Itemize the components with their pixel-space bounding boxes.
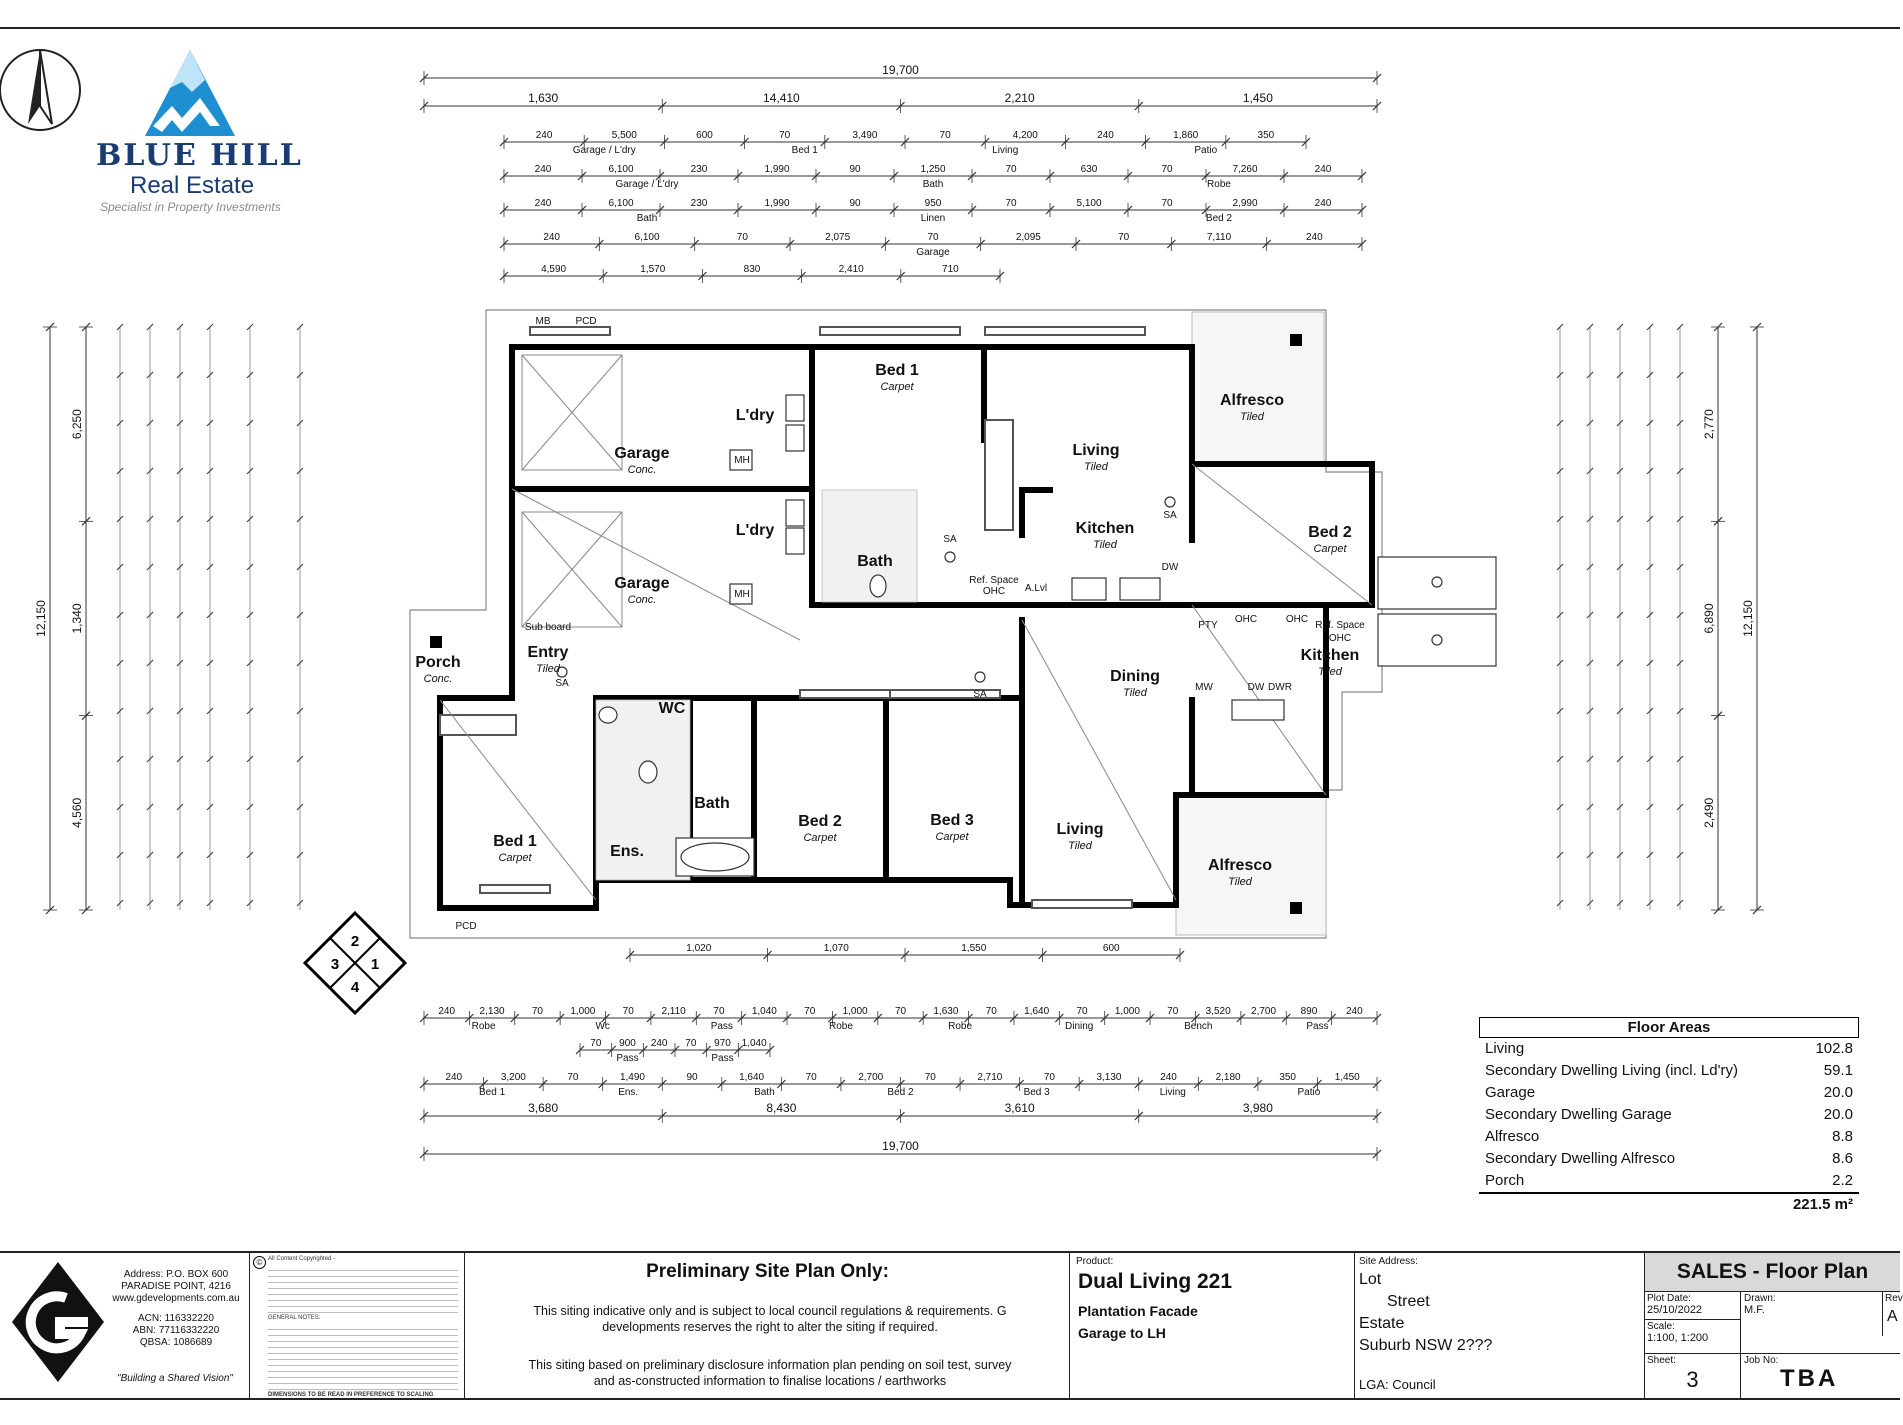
- dimension-label: 12,150: [34, 600, 48, 637]
- dimension-label: 5,100: [1076, 198, 1102, 209]
- prelim-note-1: This siting indicative only and is subject to local council regulations & requirements. G developments reserves the right to alter the siting if required.: [533, 1304, 1007, 1334]
- dimension-label: 4,590: [541, 264, 567, 275]
- copyright-heading: All Content Copyrighted -: [268, 1256, 336, 1262]
- dimension-room-label: Linen: [920, 213, 946, 224]
- fixture-label: PTY: [1198, 620, 1218, 631]
- dimension-label: 5,500: [611, 130, 637, 141]
- dimension-label: 1,070: [823, 943, 849, 954]
- revision: A: [1887, 1308, 1898, 1325]
- dimension-label: 900: [619, 1038, 636, 1049]
- floor-area-label: Secondary Dwelling Living (incl. Ld'ry): [1485, 1062, 1738, 1079]
- dimension-room-label: Bed 2: [887, 1087, 914, 1098]
- brand-subtitle: Real Estate: [130, 172, 255, 199]
- room-finish: Tiled: [1068, 840, 1092, 852]
- floor-area-value: 2.2: [1832, 1172, 1853, 1189]
- rev-label: Rev: [1885, 1293, 1903, 1304]
- dimension-label: 240: [1160, 1072, 1177, 1083]
- dimension-label: 2,075: [825, 232, 851, 243]
- floor-area-row: [1479, 1104, 1859, 1126]
- dimension-label: 1,640: [739, 1072, 765, 1083]
- room-name: Bed 2: [1308, 524, 1352, 541]
- floor-area-row: [1479, 1126, 1859, 1148]
- plot-date-label: Plot Date:: [1647, 1293, 1691, 1304]
- floor-area-label: Garage: [1485, 1084, 1536, 1101]
- copyright-cell: [250, 1253, 465, 1398]
- dimension-room-label: Bath: [754, 1087, 775, 1098]
- fixture-label: MW: [1195, 682, 1213, 693]
- dimension-room-label: Bed 2: [1205, 213, 1233, 224]
- dimension-label: 1,570: [640, 264, 666, 275]
- fixture-label: OHC: [982, 586, 1006, 597]
- dimension-label: 1,630: [933, 1006, 959, 1017]
- dimension-label: 240: [438, 1006, 456, 1017]
- site-address-label: Site Address:: [1359, 1256, 1418, 1267]
- dimension-label: 6,100: [608, 164, 634, 175]
- dimension-label: 7,110: [1206, 232, 1232, 243]
- plot-date: 25/10/2022: [1647, 1304, 1703, 1316]
- dimension-room-label: Robe: [1207, 179, 1231, 190]
- dimension-label: 70: [927, 232, 939, 243]
- dimension-label: 70: [1005, 198, 1017, 209]
- dimension-label: 70: [1005, 164, 1017, 175]
- dimension-label: 1,990: [764, 198, 790, 209]
- dimension-label: 230: [690, 198, 708, 209]
- sheet-label: Sheet:: [1647, 1355, 1676, 1366]
- copyright-icon: ©: [253, 1256, 266, 1269]
- fixture-label: SA: [943, 534, 957, 545]
- dimension-label: 600: [696, 130, 713, 141]
- room-finish: Tiled: [1318, 666, 1342, 678]
- dimension-label: 1,040: [741, 1038, 767, 1049]
- floor-area-row: [1479, 1082, 1859, 1104]
- compass-label: 2: [350, 933, 360, 950]
- dimension-label: 1,000: [842, 1006, 868, 1017]
- dimension-label: 19,700: [882, 63, 919, 77]
- product-facade: Plantation Facade: [1078, 1303, 1198, 1319]
- dimension-label: 6,250: [70, 409, 84, 440]
- dimension-label: 70: [590, 1038, 602, 1049]
- dimension-room-label: Wc: [595, 1021, 610, 1032]
- fixture-label: DW: [1161, 562, 1179, 573]
- dimension-room-label: Bath: [922, 179, 944, 190]
- floor-areas-table: [1479, 1017, 1859, 1215]
- dimension-label: 3,490: [852, 130, 878, 141]
- product-label: Product:: [1076, 1256, 1114, 1267]
- room-name: Bath: [694, 795, 730, 812]
- floor-area-value: 20.0: [1823, 1084, 1853, 1101]
- room-finish: Carpet: [880, 381, 914, 393]
- room-name: Living: [1072, 442, 1120, 459]
- dimension-room-label: Dining: [1065, 1021, 1094, 1032]
- room-finish: Tiled: [1228, 876, 1252, 888]
- room-finish: Carpet: [803, 832, 837, 844]
- site-address-lines: Lot Street Estate Suburb NSW 2???: [1359, 1271, 1493, 1354]
- dimension-label: 70: [779, 130, 791, 141]
- company-address: Address: P.O. BOX 600 PARADISE POINT, 4216 www.gdevelopments.com.au ACN: 116332220 ABN: 77116332220 QBSA: 1086689: [112, 1269, 240, 1348]
- dimension-label: 240: [1314, 198, 1332, 209]
- company-motto: "Building a Shared Vision": [117, 1373, 233, 1384]
- room-name: Porch: [415, 654, 461, 671]
- fixture-label: OHC: [1285, 614, 1309, 625]
- dimension-label: 2,130: [479, 1006, 505, 1017]
- dimension-label: 19,700: [882, 1139, 919, 1153]
- dimension-label: 6,100: [634, 232, 660, 243]
- dimension-label: 350: [1279, 1072, 1296, 1083]
- general-notes-fine-print: [268, 1324, 458, 1390]
- dimension-label: 1,630: [528, 91, 559, 105]
- job-number: TBA: [1780, 1365, 1839, 1392]
- room-name: Entry: [527, 644, 569, 661]
- floor-areas-title: Floor Areas: [1479, 1017, 1859, 1038]
- dimension-label: 12,150: [1741, 600, 1755, 637]
- dimension-label: 240: [535, 130, 553, 141]
- room-name: Garage: [614, 445, 670, 462]
- dimension-label: 1,550: [961, 943, 987, 954]
- room-finish: Tiled: [536, 663, 560, 675]
- drawn-by: M.F.: [1744, 1304, 1765, 1316]
- dimension-label: 70: [1167, 1006, 1179, 1017]
- fixture-label: OHC: [1328, 633, 1352, 644]
- product-name: Dual Living 221: [1078, 1270, 1233, 1293]
- dimension-label: 70: [939, 130, 951, 141]
- dimension-label: 70: [685, 1038, 697, 1049]
- dimension-label: 240: [534, 198, 552, 209]
- dimension-room-label: Ens.: [618, 1087, 639, 1098]
- floor-area-label: Secondary Dwelling Garage: [1485, 1106, 1672, 1123]
- dimension-label: 90: [686, 1072, 698, 1083]
- scale: 1:100, 1:200: [1647, 1332, 1709, 1344]
- lga: LGA: Council: [1359, 1377, 1436, 1392]
- dimension-label: 970: [714, 1038, 731, 1049]
- dimension-label: 1,340: [70, 603, 84, 634]
- dimension-label: 1,640: [1024, 1006, 1050, 1017]
- dimension-label: 1,000: [570, 1006, 596, 1017]
- dimension-label: 2,490: [1702, 797, 1716, 828]
- compass-label: 4: [350, 979, 360, 996]
- dimension-label: 1,450: [1334, 1072, 1360, 1083]
- sheet-title: SALES - Floor Plan: [1645, 1253, 1900, 1292]
- dimension-label: 2,990: [1232, 198, 1258, 209]
- floor-area-value: 102.8: [1815, 1040, 1853, 1057]
- fixture-label: PCD: [455, 921, 477, 932]
- company-cell: [0, 1253, 250, 1398]
- dimension-label: 2,180: [1215, 1072, 1241, 1083]
- dimension-room-label: Robe: [471, 1021, 496, 1032]
- floor-area-label: Secondary Dwelling Alfresco: [1485, 1150, 1676, 1167]
- dimension-label: 14,410: [763, 91, 800, 105]
- floor-areas-total: 221.5 m²: [1479, 1192, 1859, 1215]
- dimension-label: 3,980: [1242, 1101, 1273, 1115]
- dimension-label: 1,250: [920, 164, 946, 175]
- dimension-label: 4,560: [70, 797, 84, 828]
- compass-label: 3: [330, 956, 340, 973]
- dimension-label: 6,100: [608, 198, 634, 209]
- dimension-room-label: Bed 1: [479, 1087, 506, 1098]
- general-notes-heading: GENERAL NOTES:: [268, 1315, 321, 1321]
- dimension-label: 1,450: [1242, 91, 1273, 105]
- dimension-label: 3,680: [528, 1101, 559, 1115]
- dimension-label: 240: [543, 232, 561, 243]
- product-cell: [1070, 1253, 1355, 1398]
- dimension-room-label: Robe: [948, 1021, 973, 1032]
- g-developments-logo-icon: [8, 1258, 108, 1388]
- prelim-cell: [465, 1253, 1070, 1398]
- dimension-label: 240: [1314, 164, 1332, 175]
- dimension-room-label: Robe: [828, 1021, 853, 1032]
- dimension-room-label: Pass: [616, 1053, 639, 1064]
- dimension-room-label: Garage / L'dry: [572, 145, 636, 156]
- brand-title: BLUE HILL: [96, 138, 303, 173]
- dimension-label: 2,700: [1251, 1006, 1277, 1017]
- fixture-label: OHC: [1234, 614, 1258, 625]
- floor-area-label: Alfresco: [1485, 1128, 1540, 1145]
- floor-area-value: 20.0: [1823, 1106, 1853, 1123]
- room-name: Bed 2: [798, 813, 842, 830]
- fixture-label: SA: [555, 678, 569, 689]
- dimension-label: 2,770: [1702, 409, 1716, 440]
- room-name: L'dry: [735, 522, 775, 539]
- site-address-cell: [1355, 1253, 1645, 1398]
- dimension-label: 70: [736, 232, 748, 243]
- fixture-label: SA: [973, 689, 987, 700]
- room-name: Alfresco: [1207, 857, 1273, 874]
- fixture-label: Ref. Space: [969, 575, 1019, 586]
- dimension-label: 2,210: [1004, 91, 1035, 105]
- dimension-room-label: Pass: [710, 1021, 733, 1032]
- fixture-label: SA: [1163, 510, 1177, 521]
- dimension-label: 70: [805, 1072, 817, 1083]
- dimension-label: 90: [849, 198, 861, 209]
- dimension-label: 70: [1118, 232, 1130, 243]
- room-name: Ens.: [610, 843, 644, 860]
- dimension-label: 1,860: [1173, 130, 1199, 141]
- floor-area-value: 8.8: [1832, 1128, 1853, 1145]
- dimension-label: 70: [804, 1006, 816, 1017]
- dimension-room-label: Living: [992, 145, 1019, 156]
- product-garage: Garage to LH: [1078, 1325, 1166, 1341]
- floor-area-row: [1479, 1148, 1859, 1170]
- dimension-label: 1,490: [619, 1072, 645, 1083]
- dimension-label: 70: [531, 1006, 544, 1017]
- dimension-room-label: Bench: [1184, 1021, 1213, 1032]
- dimension-label: 3,200: [500, 1072, 526, 1083]
- compass-label: 1: [370, 956, 380, 973]
- dimension-label: 8,430: [766, 1101, 797, 1115]
- room-finish: Conc.: [627, 594, 657, 606]
- floor-area-row: [1479, 1170, 1859, 1192]
- dimension-label: 830: [743, 264, 761, 275]
- dimension-label: 70: [1076, 1006, 1088, 1017]
- dimension-label: 3,520: [1205, 1006, 1231, 1017]
- dimension-label: 70: [894, 1006, 907, 1017]
- fixture-label: A.Lvl: [1024, 583, 1048, 594]
- room-finish: Carpet: [1313, 543, 1347, 555]
- dimension-label: 2,710: [977, 1072, 1003, 1083]
- dimension-label: 70: [622, 1006, 634, 1017]
- dimension-room-label: Patio: [1297, 1087, 1321, 1098]
- room-name: Garage: [614, 575, 670, 592]
- drawn-label: Drawn:: [1744, 1293, 1776, 1304]
- fixture-label: MH: [734, 589, 750, 600]
- dimension-label: 1,990: [764, 164, 790, 175]
- dimension-label: 70: [1043, 1072, 1055, 1083]
- room-name: Bath: [857, 553, 893, 570]
- dimension-room-label: Pass: [1306, 1021, 1329, 1032]
- dimension-label: 950: [924, 198, 942, 209]
- dimension-label: 2,110: [661, 1006, 686, 1017]
- dimension-label: 7,260: [1232, 164, 1258, 175]
- room-finish: Carpet: [498, 852, 532, 864]
- room-name: Alfresco: [1219, 392, 1285, 409]
- dimension-label: 3,130: [1096, 1072, 1122, 1083]
- floor-area-row: [1479, 1060, 1859, 1082]
- dimension-label: 2,410: [838, 264, 864, 275]
- dimension-label: 70: [924, 1072, 936, 1083]
- room-name: Kitchen: [1300, 647, 1360, 664]
- room-name: Bed 3: [930, 812, 974, 829]
- dimension-label: 70: [713, 1006, 725, 1017]
- dimension-label: 70: [567, 1072, 579, 1083]
- title-block: [0, 1251, 1903, 1400]
- orientation-diamond: [305, 913, 405, 1013]
- dimension-room-label: Bed 3: [1023, 1087, 1050, 1098]
- room-name: Bed 1: [493, 833, 537, 850]
- dimension-room-label: Bed 1: [791, 145, 818, 156]
- dimension-label: 240: [650, 1038, 668, 1049]
- floor-area-row: [1479, 1038, 1859, 1060]
- job-label: Job No:: [1744, 1355, 1779, 1366]
- dimension-label: 890: [1300, 1006, 1318, 1017]
- dimension-label: 350: [1257, 130, 1275, 141]
- room-finish: Tiled: [1084, 461, 1108, 473]
- dimension-room-label: Garage: [916, 247, 950, 258]
- room-name: WC: [658, 700, 686, 717]
- dimension-label: 240: [1305, 232, 1323, 243]
- room-finish: Carpet: [935, 831, 969, 843]
- scaling-note: DIMENSIONS TO BE READ IN PREFERENCE TO SCALING: [268, 1392, 434, 1398]
- dimension-label: 230: [690, 164, 708, 175]
- room-name: L'dry: [735, 407, 775, 424]
- dimension-room-label: Living: [1159, 1087, 1186, 1098]
- dimension-label: 1,020: [686, 943, 712, 954]
- room-finish: Conc.: [627, 464, 657, 476]
- fixture-label: DW: [1247, 682, 1265, 693]
- dimension-label: 240: [445, 1072, 463, 1083]
- sheet-info-cell: [1645, 1253, 1903, 1398]
- fixture-label: MH: [734, 455, 750, 466]
- dimension-label: 710: [942, 264, 959, 275]
- sheet-number: 3: [1686, 1367, 1699, 1392]
- fixture-label: DWR: [1268, 682, 1292, 693]
- room-finish: Conc.: [423, 673, 453, 685]
- fixture-label: Sub board: [524, 622, 572, 633]
- fixture-label: MB: [535, 316, 551, 327]
- dimension-label: 6,890: [1702, 603, 1716, 634]
- room-name: Dining: [1110, 668, 1160, 685]
- dimension-strings: [34, 63, 1764, 1161]
- room-name: Bed 1: [875, 362, 919, 379]
- floor-area-label: Living: [1485, 1040, 1525, 1057]
- brand-tagline: Specialist in Property Investments: [100, 200, 281, 214]
- dimension-room-label: Pass: [711, 1053, 734, 1064]
- dimension-label: 90: [849, 164, 861, 175]
- dimension-label: 630: [1080, 164, 1098, 175]
- dimension-room-label: Garage / L'dry: [615, 179, 679, 190]
- dimension-label: 1,000: [1114, 1006, 1140, 1017]
- room-finish: Tiled: [1093, 539, 1117, 551]
- dimension-label: 70: [985, 1006, 997, 1017]
- dimension-label: 2,700: [858, 1072, 884, 1083]
- dimension-label: 3,610: [1004, 1101, 1035, 1115]
- dimension-label: 70: [1161, 164, 1173, 175]
- copyright-fine-print: [268, 1265, 458, 1313]
- dimension-label: 2,095: [1015, 232, 1041, 243]
- dimension-label: 4,200: [1012, 130, 1038, 141]
- fixture-label: Ref. Space: [1315, 620, 1365, 631]
- room-finish: Tiled: [1240, 411, 1264, 423]
- dimension-label: 1,040: [751, 1006, 777, 1017]
- dimension-label: 70: [1161, 198, 1173, 209]
- fixture-label: PCD: [575, 316, 597, 327]
- dimension-label: 240: [1097, 130, 1114, 141]
- dimension-room-label: Patio: [1194, 145, 1218, 156]
- prelim-title: Preliminary Site Plan Only:: [646, 1261, 889, 1282]
- prelim-note-2: This siting based on preliminary disclosure information plan pending on soil test, survey and as-constructed information to finalise locations / earthworks: [528, 1358, 1012, 1388]
- scale-label: Scale:: [1647, 1321, 1675, 1332]
- dimension-label: 240: [534, 164, 552, 175]
- room-finish: Tiled: [1123, 687, 1147, 699]
- floor-area-label: Porch: [1485, 1172, 1525, 1189]
- floor-area-value: 8.6: [1832, 1150, 1853, 1167]
- dimension-label: 240: [1345, 1006, 1363, 1017]
- room-name: Kitchen: [1075, 520, 1135, 537]
- dimension-room-label: Bath: [636, 213, 658, 224]
- room-name: Living: [1056, 821, 1104, 838]
- dimension-label: 600: [1102, 943, 1120, 954]
- floor-area-value: 59.1: [1823, 1062, 1853, 1079]
